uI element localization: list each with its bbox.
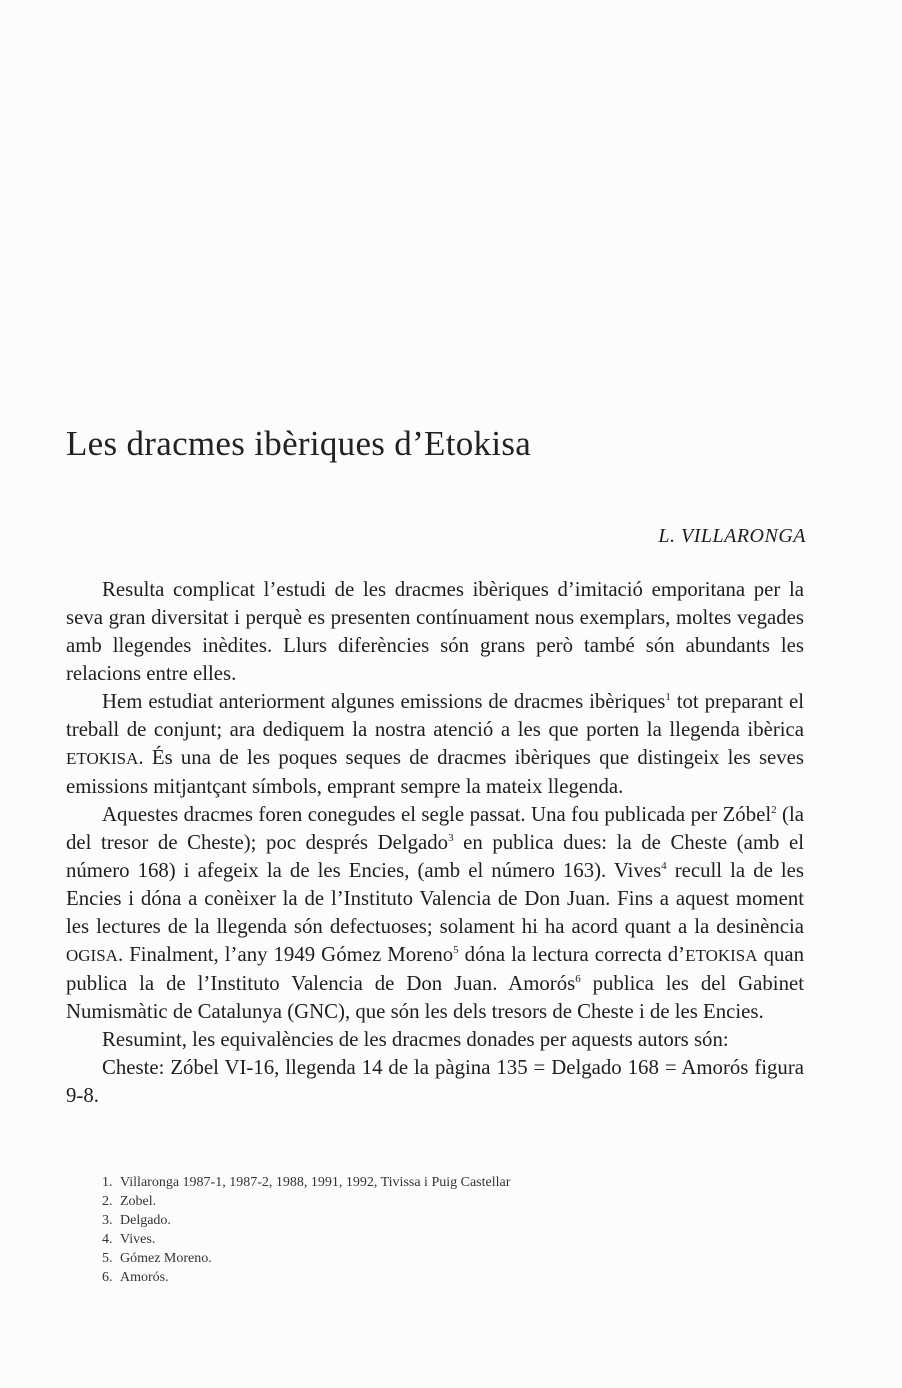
footnote-ref-5[interactable]: 5 [453, 944, 459, 957]
article-title: Les dracmes ibèriques d’Etokisa [66, 424, 532, 463]
footnote-ref-2[interactable]: 2 [771, 804, 777, 817]
paragraph-5: Cheste: Zóbel VI-16, llegenda 14 de la pàgina 135 = Delgado 168 = Amorós figura 9-8. [66, 1056, 804, 1107]
footnote-6: 6. Amorós. [102, 1270, 169, 1285]
footnote-ref-3[interactable]: 3 [448, 832, 454, 845]
footnote-5: 5. Gómez Moreno. [102, 1251, 212, 1266]
article-body [66, 576, 804, 1110]
footnote-4: 4. Vives. [102, 1232, 156, 1247]
footnote-ref-4[interactable]: 4 [661, 860, 667, 873]
legend-etokisa: ETOKISA [66, 749, 139, 768]
footnote-1: 1. Villaronga 1987-1, 1987-2, 1988, 1991, 1992, Tivissa i Puig Castellar [102, 1175, 511, 1190]
article-author: L. VILLARONGA [658, 525, 806, 547]
footnotes [102, 1173, 722, 1287]
footnote-ref-1[interactable]: 1 [665, 691, 671, 704]
paragraph-2: Hem estudiat anteriorment algunes emissions de dracmes ibèriques$^1$ tot preparant el treball de conjunt; ara dediquem la nostra atenció a les que porten la llegenda ibèrica ETOKISA. És una de les poques seques de dracmes ibèriques que distingeix les seves emissions mitjantçant símbols, emprant sempre la mateix llegenda. [66, 690, 804, 798]
footnote-3: 3. Delgado. [102, 1213, 171, 1228]
legend-etokisa-2: ETOKISA [685, 946, 758, 965]
footnote-ref-6[interactable]: 6 [575, 973, 581, 986]
paragraph-4: Resumint, les equivalències de les dracmes donades per aquests autors són: [102, 1028, 729, 1051]
legend-ogisa: OGISA [66, 946, 118, 965]
paragraph-1: Resulta complicat l’estudi de les dracmes ibèriques d’imitació emporitana per la seva gran diversitat i perquè es presenten contínuament nous exemplars, moltes vegades amb llegendes inèdites. Llurs diferències són grans però també són abundants les relacions entre elles. [66, 578, 804, 685]
paragraph-3: Aquestes dracmes foren conegudes el segle passat. Una fou publicada per Zóbel$^2$ (la del tresor de Cheste); poc després Delgado$^3$ en publica dues: la de Cheste (amb el número 168) i afegeix la de les Encies, (amb el número 163). Vives$^4$ recull la de les Encies i dóna a conèixer la de l’Instituto Valencia de Don Juan. Fins a aquest moment les lectures de la llegenda són defectuoses; solament hi ha acord quant a la desinència OGISA. Finalment, l’any 1949 Gómez Moreno$^5$ dóna la lectura correcta d’ETOKISA quan publica la de l’Instituto Valencia de Don Juan. Amorós$^6$ publica les del Gabinet Numismàtic de Catalunya (GNC), que són les dels tresors de Cheste i de les Encies. [66, 803, 804, 1023]
footnote-2: 2. Zobel. [102, 1194, 157, 1209]
